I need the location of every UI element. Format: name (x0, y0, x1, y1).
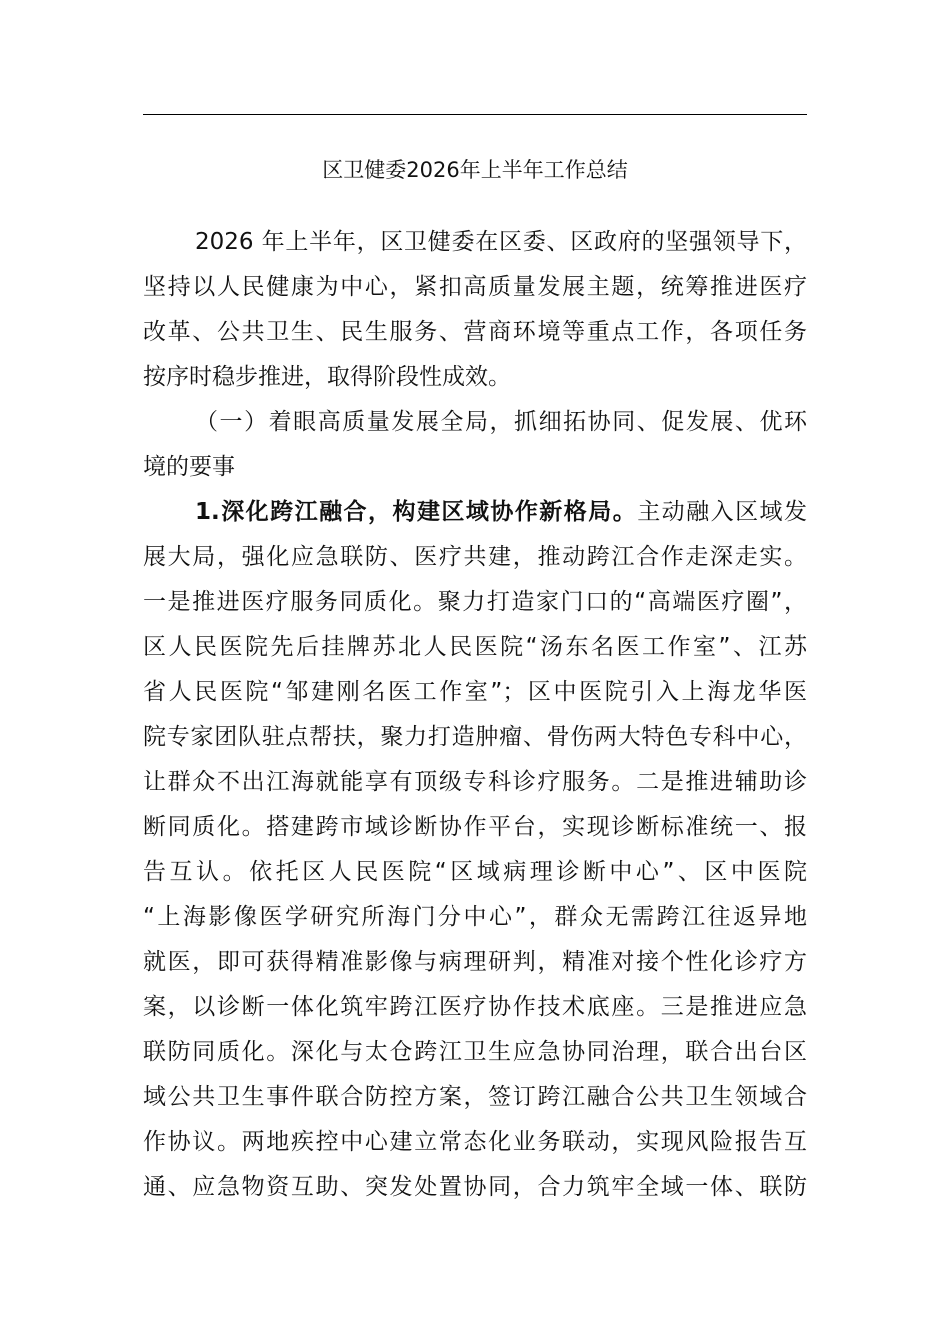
body-line-13: 域公共卫生事件联合防控方案，签订跨江融合公共卫生领域合 (143, 1084, 807, 1110)
body-line-7: 断同质化。搭建跨市域诊断协作平台，实现诊断标准统一、报 (143, 814, 807, 840)
section-heading-line-1: （一）着眼高质量发展全局，抓细拓协同、促发展、优环 (195, 409, 807, 435)
intro-line-4: 按序时稳步推进，取得阶段性成效。 (143, 364, 511, 390)
section-heading-line-2: 境的要事 (143, 454, 235, 480)
item-1-first-line (195, 490, 807, 534)
body-line-9: “上海影像医学研究所海门分中心”，群众无需跨江往返异地 (143, 904, 807, 930)
body-line-11: 案，以诊断一体化筑牢跨江医疗协作技术底座。三是推进应急 (143, 994, 807, 1020)
intro-line-1: 2026 年上半年，区卫健委在区委、区政府的坚强领导下， (195, 229, 807, 255)
header-rule (143, 114, 807, 115)
intro-line-2: 坚持以人民健康为中心，紧扣高质量发展主题，统筹推进医疗 (143, 274, 807, 300)
body-line-12: 联防同质化。深化与太仓跨江卫生应急协同治理，联合出台区 (143, 1039, 807, 1065)
body-line-15: 通、应急物资互助、突发处置协同，合力筑牢全域一体、联防 (143, 1174, 807, 1200)
body-line-6: 让群众不出江海就能享有顶级专科诊疗服务。二是推进辅助诊 (143, 769, 807, 795)
body-line-5: 院专家团队驻点帮扶，聚力打造肿瘤、骨伤两大特色专科中心， (143, 724, 807, 750)
body-line-4: 省人民医院“邹建刚名医工作室”；区中医院引入上海龙华医 (143, 679, 807, 705)
body-line-8: 告互认。依托区人民医院“区域病理诊断中心”、区中医院 (143, 859, 807, 885)
intro-line-3: 改革、公共卫生、民生服务、营商环境等重点工作，各项任务 (143, 319, 807, 345)
body-line-3: 区人民医院先后挂牌苏北人民医院“汤东名医工作室”、江苏 (143, 634, 807, 660)
body-line-10: 就医，即可获得精准影像与病理研判，精准对接个性化诊疗方 (143, 949, 807, 975)
item-1-lead-text: 主动融入区域发 (637, 499, 807, 525)
body-line-2: 一是推进医疗服务同质化。聚力打造家门口的“高端医疗圈”， (143, 589, 807, 615)
item-1-heading: 1.深化跨江融合，构建区域协作新格局。 (195, 499, 638, 525)
body-line-14: 作协议。两地疾控中心建立常态化业务联动，实现风险报告互 (143, 1129, 807, 1155)
document-title: 区卫健委2026年上半年工作总结 (322, 158, 628, 182)
body-line-1: 展大局，强化应急联防、医疗共建，推动跨江合作走深走实。 (143, 544, 807, 570)
